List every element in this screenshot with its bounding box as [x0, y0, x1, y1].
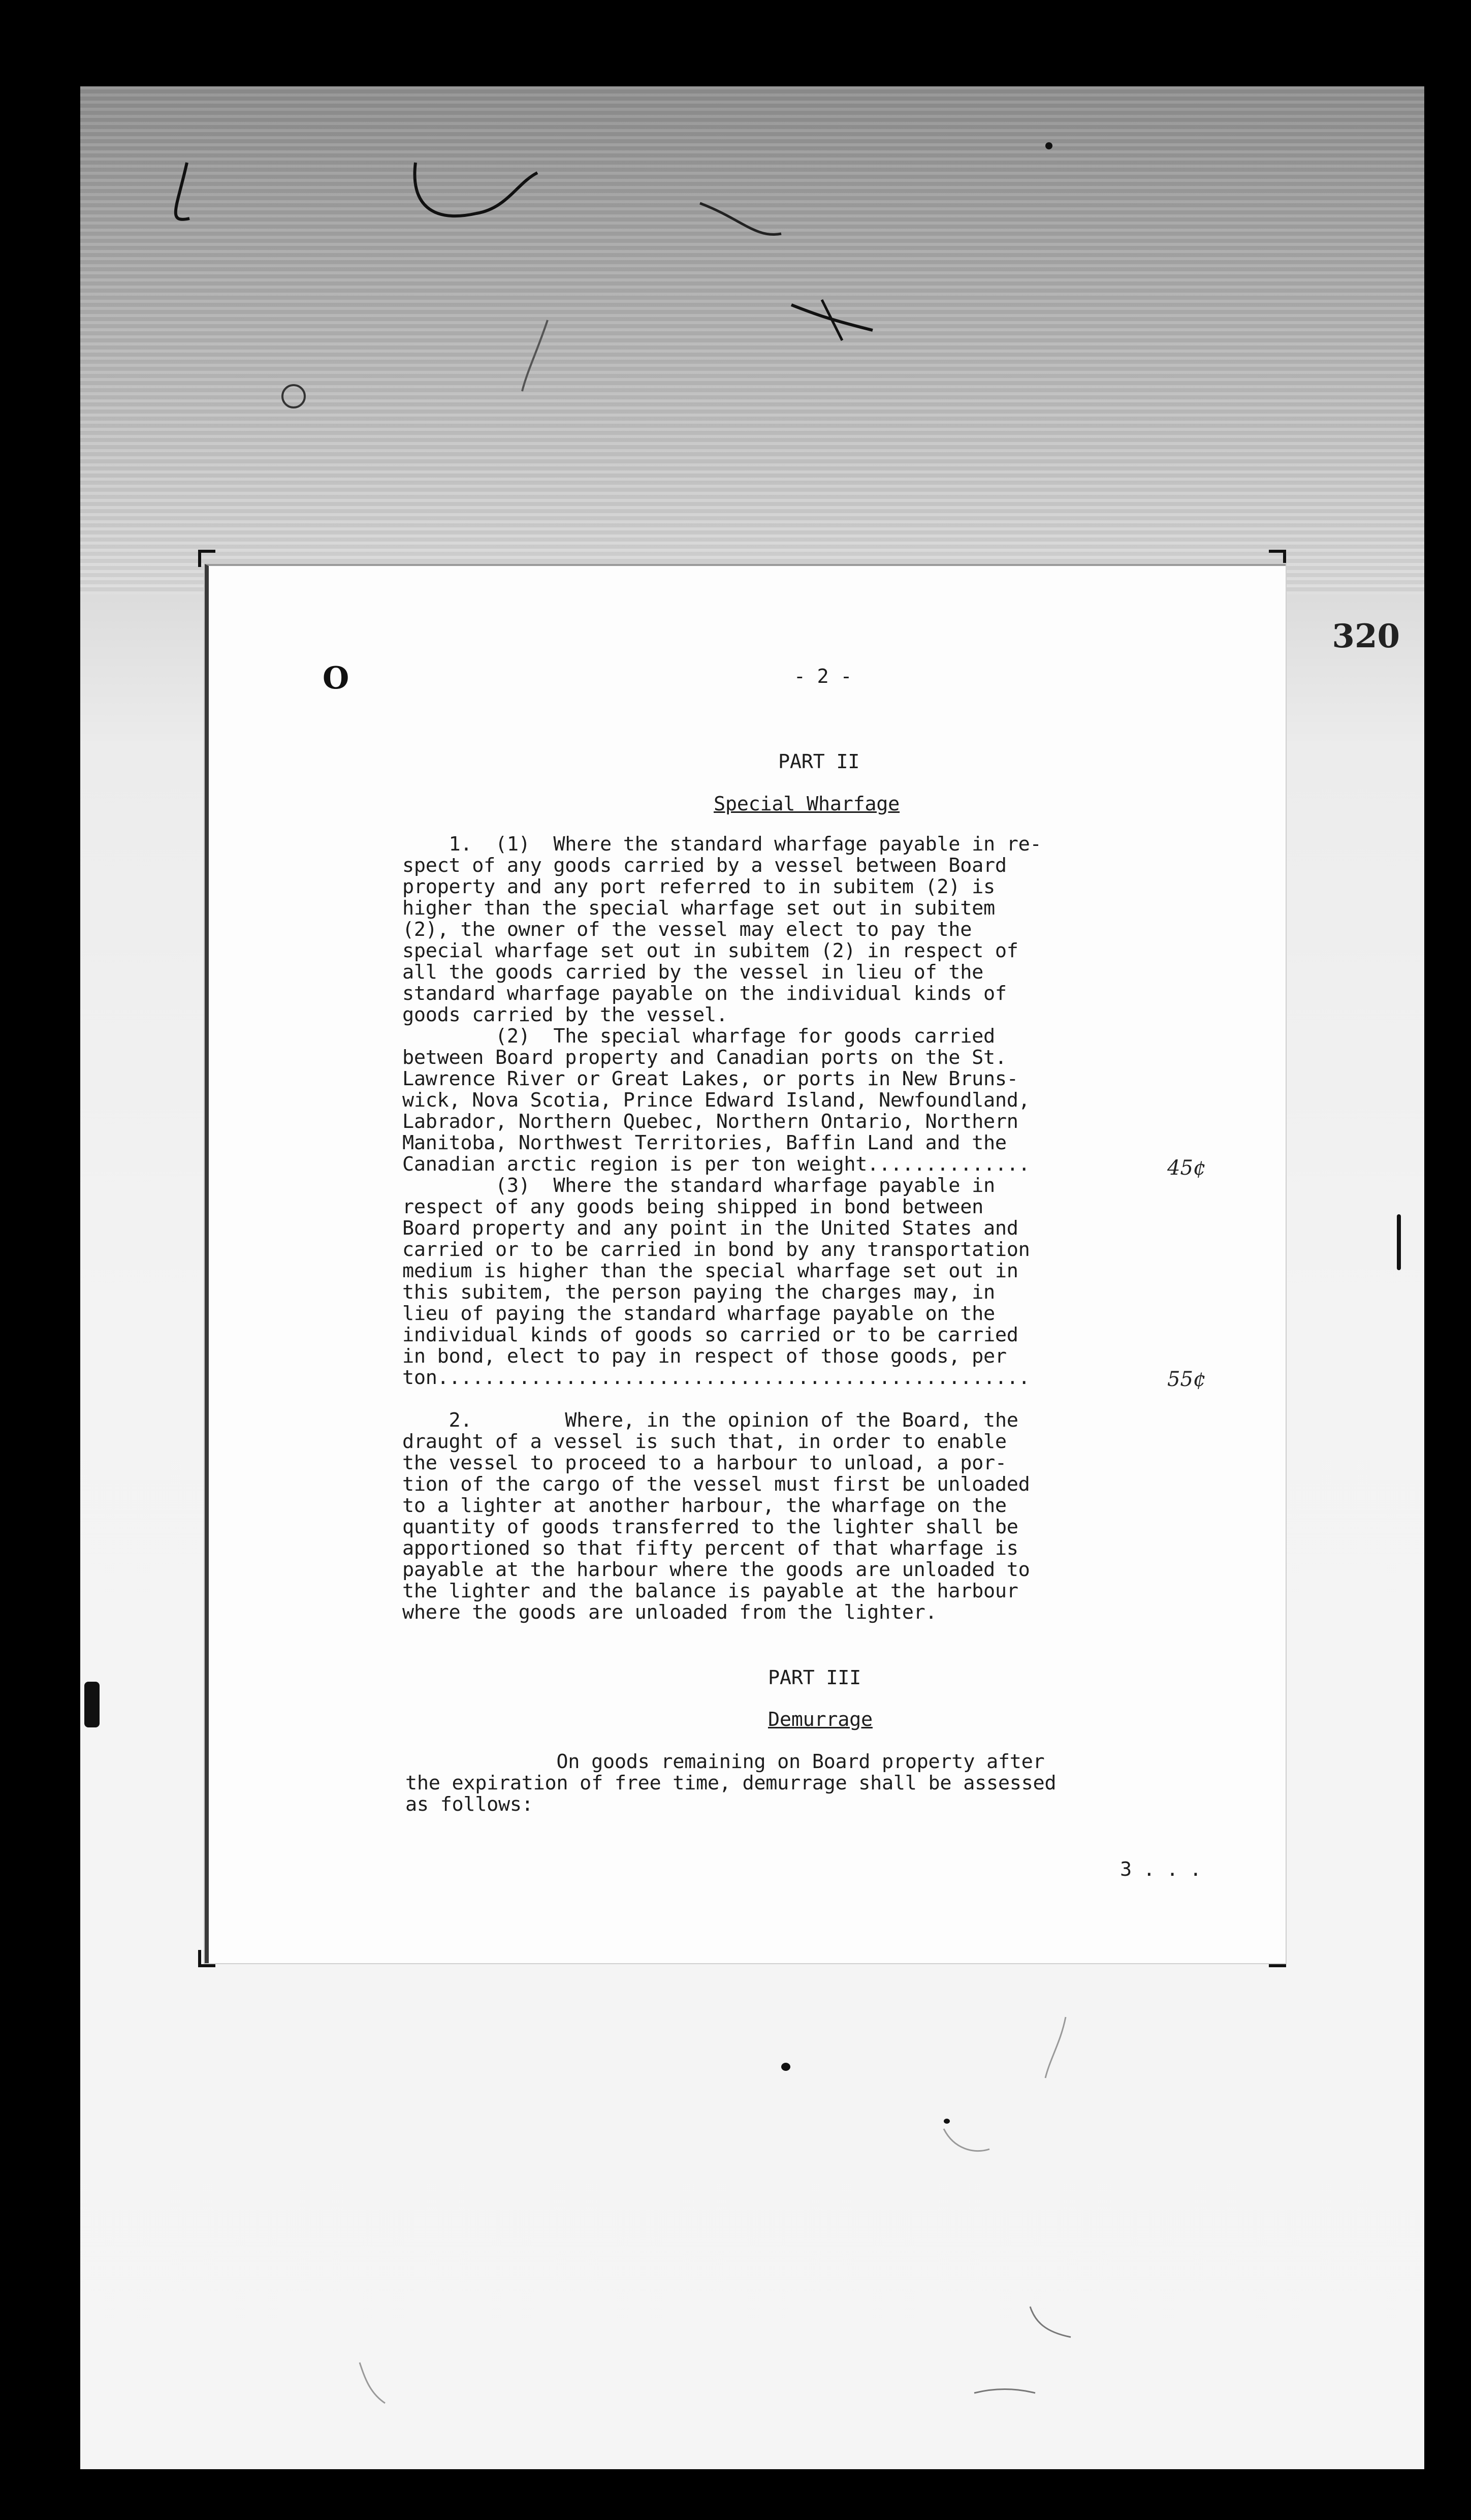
document-line: Canadian arctic region is per ton weight..............	[402, 1153, 1030, 1176]
film-spot	[1397, 1214, 1401, 1270]
document-line: payable at the harbour where the goods are unloaded to	[402, 1558, 1030, 1581]
punch-mark: O	[323, 660, 349, 696]
document-line: all the goods carried by the vessel in lieu of the	[402, 961, 983, 984]
rate-special-wharfage: 45¢	[1167, 1156, 1206, 1180]
film-spot	[1045, 142, 1052, 149]
part2-subtitle: Special Wharfage	[714, 793, 900, 815]
document-line: medium is higher than the special wharfage set out in	[402, 1259, 1018, 1282]
document-line: draught of a vessel is such that, in order to enable	[402, 1430, 1007, 1453]
continuation-marker: 3 . . .	[1120, 1858, 1202, 1881]
document-line: quantity of goods transferred to the lighter shall be	[402, 1516, 1018, 1538]
document-line: Board property and any point in the United States and	[402, 1217, 1018, 1240]
document-line: On goods remaining on Board property after	[405, 1750, 1045, 1773]
document-line: Labrador, Northern Quebec, Northern Ontario, Northern	[402, 1110, 1018, 1133]
document-line: (2), the owner of the vessel may elect to pay the	[402, 918, 972, 941]
film-spot	[781, 2063, 790, 2071]
document-line: spect of any goods carried by a vessel between Board	[402, 854, 1007, 877]
document-line: Lawrence River or Great Lakes, or ports in New Bruns-	[402, 1067, 1018, 1090]
document-line: the expiration of free time, demurrage shall be assessed	[405, 1772, 1057, 1794]
document-line: ton...................................................	[402, 1366, 1030, 1389]
document-line: 2. Where, in the opinion of the Board, the	[402, 1409, 1018, 1432]
document-line: special wharfage set out in subitem (2) in respect of	[402, 939, 1018, 962]
document-line: as follows:	[405, 1793, 533, 1816]
document-line: in bond, elect to pay in respect of those goods, per	[402, 1345, 1007, 1368]
document-line: carried or to be carried in bond by any transportation	[402, 1238, 1030, 1261]
document-line: 1. (1) Where the standard wharfage payable in re-	[402, 833, 1042, 856]
sheet-number: 320	[1332, 617, 1400, 655]
part3-subtitle: Demurrage	[768, 1708, 873, 1731]
page-marker: - 2 -	[793, 665, 852, 688]
document-line: apportioned so that fifty percent of that wharfage is	[402, 1537, 1018, 1560]
part3-title: PART III	[768, 1666, 861, 1689]
document-line: property and any port referred to in subitem (2) is	[402, 875, 995, 898]
document-line: tion of the cargo of the vessel must first be unloaded	[402, 1473, 1030, 1496]
film-spot	[84, 1682, 100, 1727]
document-line: (2) The special wharfage for goods carried	[402, 1025, 995, 1048]
document-line: lieu of paying the standard wharfage payable on the	[402, 1302, 995, 1325]
document-line: individual kinds of goods so carried or to be carried	[402, 1324, 1018, 1346]
document-line: between Board property and Canadian ports on the St.	[402, 1046, 1007, 1069]
document-line: respect of any goods being shipped in bond between	[402, 1195, 983, 1218]
document-line: Manitoba, Northwest Territories, Baffin Land and the	[402, 1131, 1007, 1154]
document-line: higher than the special wharfage set out in subitem	[402, 897, 995, 920]
rate-in-bond-wharfage: 55¢	[1167, 1368, 1206, 1391]
document-line: the lighter and the balance is payable at the harbour	[402, 1580, 1018, 1602]
film-spot	[944, 2119, 950, 2124]
document-line: standard wharfage payable on the individual kinds of	[402, 982, 1007, 1005]
document-line: this subitem, the person paying the charges may, in	[402, 1281, 995, 1304]
part2-title: PART II	[778, 750, 860, 773]
document-line: to a lighter at another harbour, the wharfage on the	[402, 1494, 1007, 1517]
document-line: the vessel to proceed to a harbour to unload, a por-	[402, 1452, 1007, 1474]
document-line: (3) Where the standard wharfage payable in	[402, 1174, 995, 1197]
document-line: wick, Nova Scotia, Prince Edward Island, Newfoundland,	[402, 1089, 1030, 1112]
document-line: goods carried by the vessel.	[402, 1003, 728, 1026]
document-line: where the goods are unloaded from the lighter.	[402, 1601, 937, 1624]
